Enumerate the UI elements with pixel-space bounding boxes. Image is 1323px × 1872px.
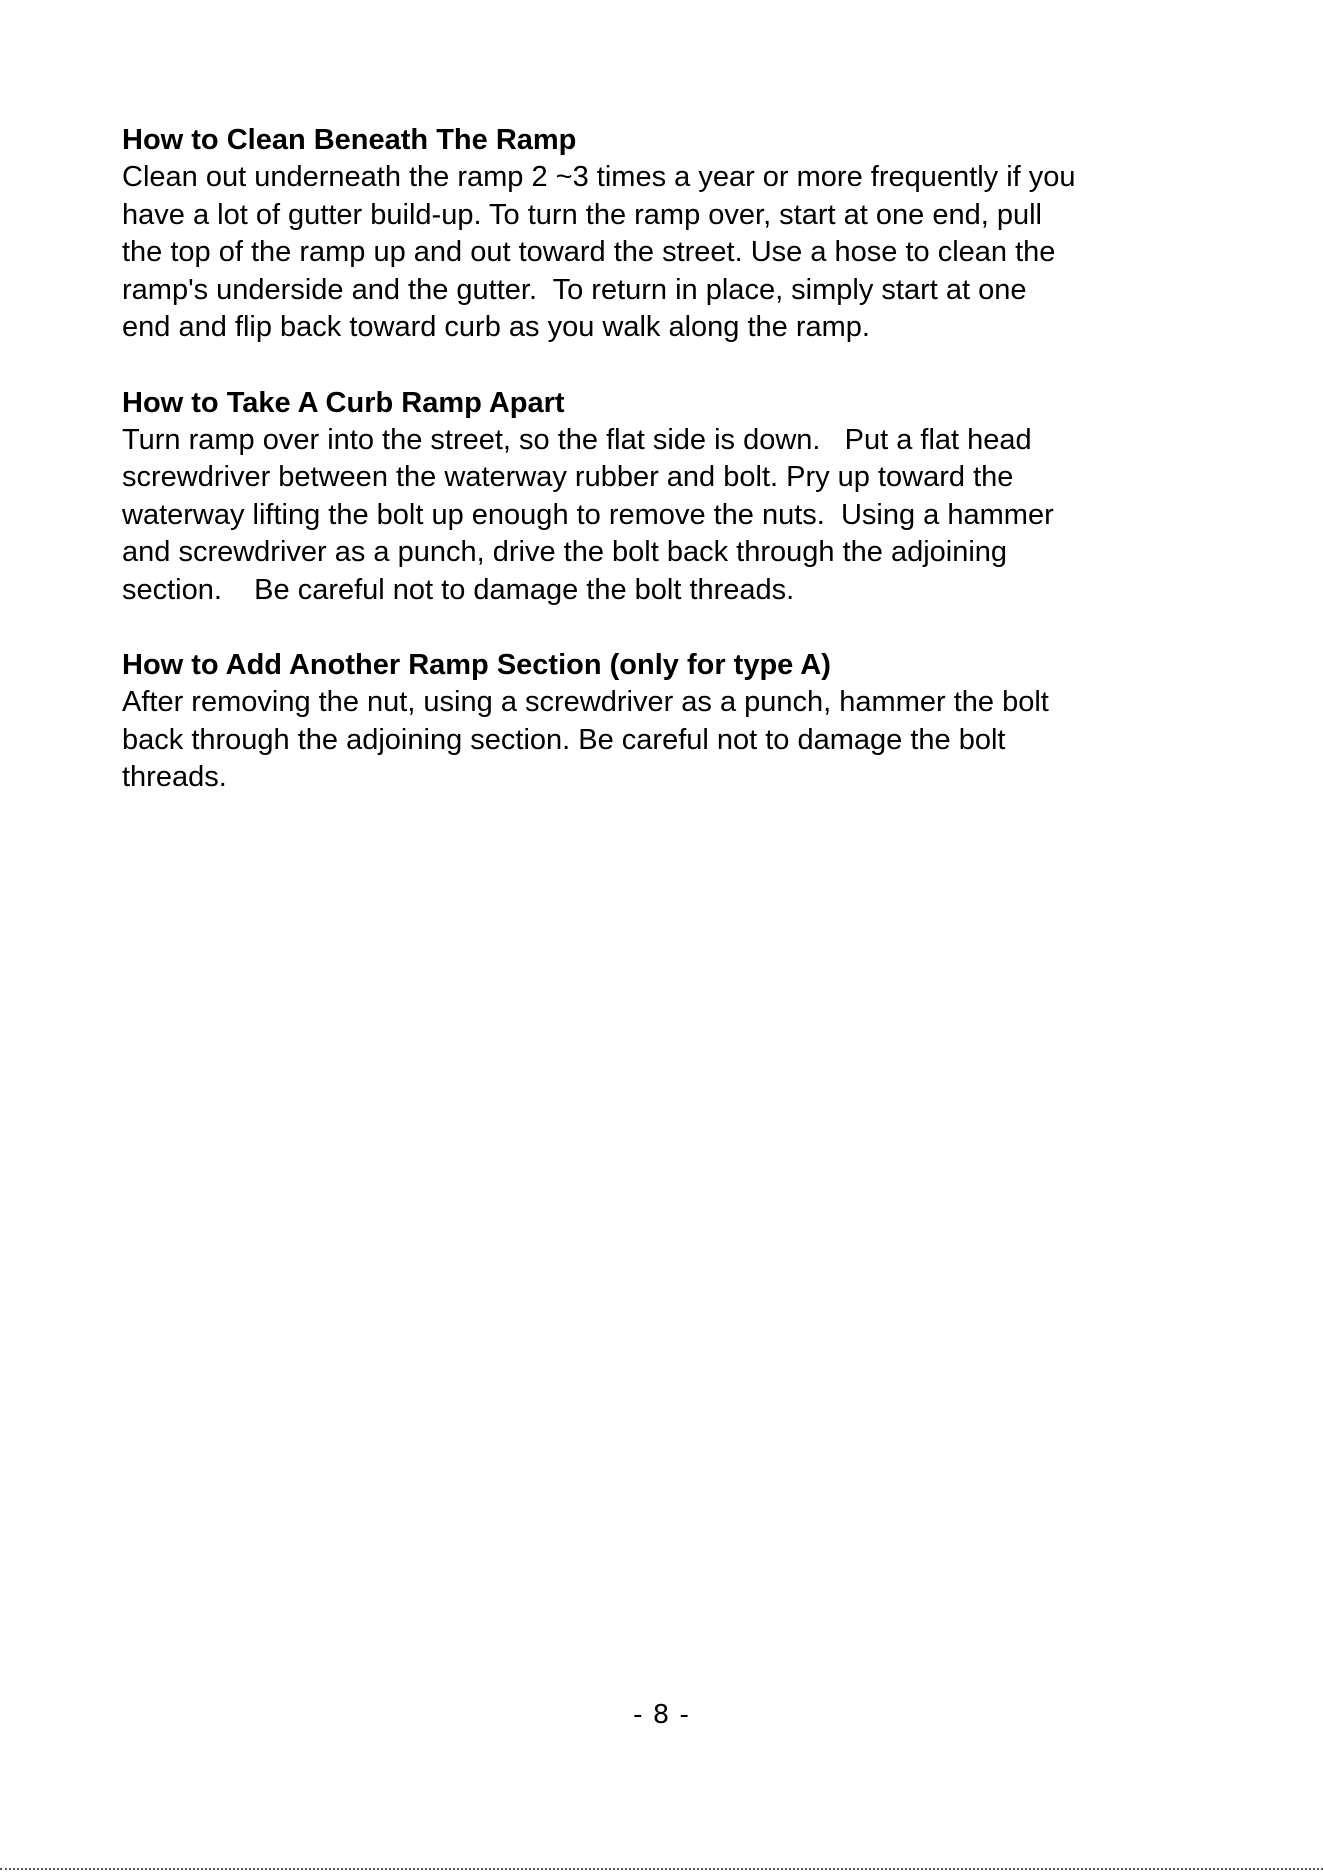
paragraph-line: threads. bbox=[122, 761, 227, 793]
section-heading: How to Take A Curb Ramp Apart bbox=[122, 386, 565, 419]
section-heading: How to Add Another Ramp Section (only for type A) bbox=[122, 649, 831, 681]
section-heading: How to Clean Beneath The Ramp bbox=[122, 124, 577, 156]
paragraph-line: back through the adjoining section. Be careful not to damage the bolt bbox=[122, 723, 1006, 756]
paragraph-line: end and flip back toward curb as you walk along the ramp. bbox=[122, 311, 870, 343]
bottom-rule bbox=[0, 1868, 1323, 1870]
paragraph-line: After removing the nut, using a screwdriver as a punch, hammer the bolt bbox=[122, 686, 1049, 718]
section-take-apart bbox=[122, 385, 1242, 610]
paragraph-line: ramp's underside and the gutter. To return in place, simply start at one bbox=[122, 273, 1027, 306]
paragraph-line: Clean out underneath the ramp 2 ~3 times a year or more frequently if you bbox=[122, 161, 1076, 193]
paragraph-line: section. Be careful not to damage the bolt threads. bbox=[122, 573, 795, 606]
paragraph-line: and screwdriver as a punch, drive the bolt back through the adjoining bbox=[122, 536, 1008, 568]
paragraph-line: Turn ramp over into the street, so the flat side is down. Put a flat head bbox=[122, 423, 1032, 456]
page-number: - 8 - bbox=[633, 1700, 690, 1730]
paragraph-line: waterway lifting the bolt up enough to remove the nuts. Using a hammer bbox=[122, 498, 1054, 531]
paragraph-line: have a lot of gutter build-up. To turn the ramp over, start at one end, pull bbox=[122, 198, 1042, 231]
paragraph-line: screwdriver between the waterway rubber and bolt. Pry up toward the bbox=[122, 461, 1014, 493]
paragraph-line: the top of the ramp up and out toward the street. Use a hose to clean the bbox=[122, 236, 1056, 268]
page-content bbox=[122, 122, 1242, 835]
section-add-section bbox=[122, 647, 1242, 797]
section-clean-beneath bbox=[122, 122, 1242, 347]
